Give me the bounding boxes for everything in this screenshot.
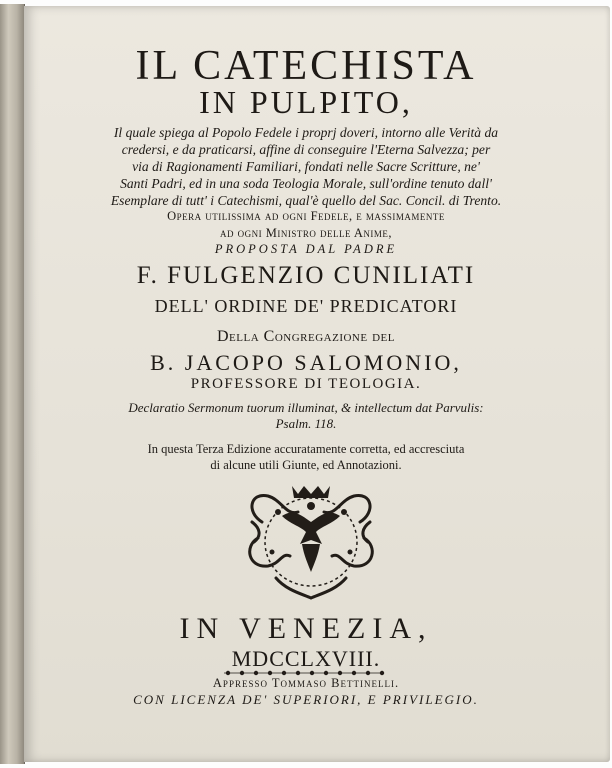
- description-line-3: via di Ragionamenti Familiari, fondati nelle Sacre Scritture, ne': [132, 159, 480, 174]
- order-line: DELL' ORDINE DE' PREDICATORI: [154, 296, 458, 316]
- edition-line-2: di alcune utili Giunte, ed Annotazioni.: [210, 458, 402, 472]
- title-line-1: IL CATECHISTA: [135, 43, 477, 89]
- title-line-2: IN PULPITO,: [199, 84, 413, 120]
- beato-line: B. JACOPO SALOMONIO,: [150, 350, 462, 375]
- description-line-4: Santi Padri, ed in una soda Teologia Morale, sull'ordine tenuto dall': [120, 176, 492, 191]
- opera-line-1: Opera utilissima ad ogni Fedele, e massimamente: [167, 209, 445, 223]
- professor-line: PROFESSORE DI TEOLOGIA.: [190, 376, 422, 392]
- heraldic-bird-cartouche-icon: [242, 482, 380, 600]
- printer-line: Appresso Tommaso Bettinelli.: [212, 676, 400, 690]
- place-line: IN VENEZIA,: [179, 612, 433, 645]
- author-name: F. FULGENZIO CUNILIATI: [136, 262, 476, 289]
- congregation-line: Della Congregazione del: [217, 328, 395, 345]
- description-line-2: credersi, e da praticarsi, affine di conseguire l'Eterna Salvezza; per: [121, 142, 491, 157]
- quote-line-1: Declaratio Sermonum tuorum illuminat, & intellectum dat Parvulis:: [128, 400, 484, 415]
- year-line: MDCCLXVIII.: [231, 646, 381, 671]
- edition-line-1: In questa Terza Edizione accuratamente corretta, ed accresciuta: [147, 442, 465, 456]
- description-line-1: Il quale spiega al Popolo Fedele i proprj doveri, intorno alle Verità da: [113, 125, 499, 140]
- opera-line-2: ad ogni Ministro delle Anime,: [219, 226, 393, 240]
- quote-line-2: Psalm. 118.: [275, 416, 337, 431]
- license-line: CON LICENZA DE' SUPERIORI, E PRIVILEGIO.: [133, 692, 479, 707]
- proposta-line: PROPOSTA DAL PADRE: [214, 242, 398, 256]
- description-line-5: Esemplare di tutt' i Catechismi, qual'è quello del Sac. Concil. di Trento.: [110, 193, 502, 208]
